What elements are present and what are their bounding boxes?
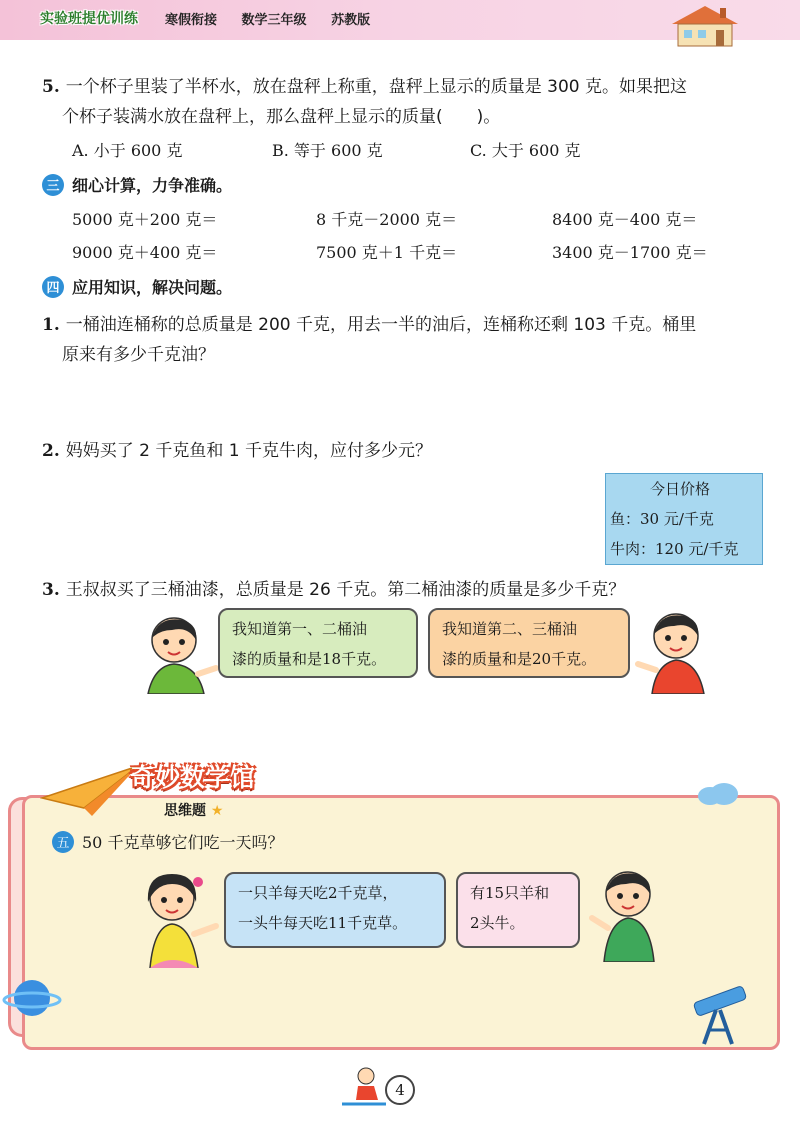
problem-1-line1 [42, 310, 696, 340]
problem-text: 一桶油连桶称的总质量是 200 千克，用去一半的油后，连桶称还剩 103 千克。桶里 [65, 315, 697, 335]
calc-item: 3400 克－1700 克＝ [552, 243, 708, 262]
question-5-line2: 个杯子装满水放在盘秤上，那么盘秤上显示的质量( )。 [62, 107, 501, 127]
problem-1-line2: 原来有多少千克油？ [62, 345, 215, 365]
problem-text: 王叔叔买了三桶油漆，总质量是 26 千克。第二桶油漆的质量是多少千克？ [65, 580, 626, 600]
problem-number: 3. [42, 580, 60, 600]
bubble-line: 2头牛。 [470, 914, 525, 932]
boy-illustration-right [632, 608, 712, 694]
section-title: 细心计算，力争准确。 [72, 176, 233, 195]
bubble-line: 我知道第二、三桶油 [442, 620, 578, 638]
speech-bubble-boy [456, 872, 580, 948]
problem-3 [42, 575, 625, 605]
bubble-line: 漆的质量和是20千克。 [442, 650, 597, 668]
problem-number: 1. [42, 315, 60, 335]
calc-item: 9000 克＋400 克＝ [72, 243, 218, 262]
telescope-icon [686, 980, 758, 1046]
tag-edition: 苏教版 [331, 13, 371, 28]
section-badge: 三 [42, 174, 64, 196]
tag-winter: 寒假衔接 [165, 13, 218, 28]
price-board [605, 473, 763, 565]
star-icon: ★ [210, 803, 224, 819]
option-c[interactable]: C. 大于 600 克 [470, 141, 581, 160]
calc-item: 8 千克－2000 克＝ [316, 210, 458, 229]
speech-bubble-left [218, 608, 418, 678]
section-badge: 四 [42, 276, 64, 298]
price-fish: 鱼：30 元/千克 [610, 510, 714, 528]
runner-mascot-icon [338, 1064, 390, 1108]
paper-plane-icon [40, 760, 140, 820]
boy-illustration-left [128, 612, 220, 694]
section-3-heading [42, 173, 232, 196]
bubble-line: 一只羊每天吃2千克草， [238, 884, 398, 902]
section-4-heading [42, 275, 232, 298]
problem-number: 2. [42, 441, 60, 461]
brand-subtitle [164, 800, 223, 820]
bubble-line: 我知道第一、二桶油 [232, 620, 368, 638]
calc-item: 5000 克＋200 克＝ [72, 210, 218, 229]
section-title: 应用知识，解决问题。 [72, 278, 233, 297]
series-title: 实验班提优训练 [40, 11, 138, 27]
girl-illustration [128, 868, 220, 968]
question-5-heading [52, 830, 283, 853]
brand-subtitle-text: 思维题 [164, 803, 206, 819]
bubble-line: 一头牛每天吃11千克草。 [238, 914, 408, 932]
option-b[interactable]: B. 等于 600 克 [272, 141, 383, 160]
header-band [0, 0, 800, 40]
speech-bubble-girl [224, 872, 446, 948]
question-number: 5. [42, 77, 60, 97]
calc-item: 8400 克－400 克＝ [552, 210, 698, 229]
problem-2 [42, 436, 432, 466]
header-tags [165, 9, 384, 28]
question-text: 50 千克草够它们吃一天吗？ [82, 833, 284, 852]
question-text: 一个杯子里装了半杯水，放在盘秤上称重，盘秤上显示的质量是 300 克。如果把这 [65, 77, 688, 97]
question-5-line1 [42, 72, 687, 102]
speech-bubble-right [428, 608, 630, 678]
option-a[interactable]: A. 小于 600 克 [72, 141, 183, 160]
price-beef: 牛肉：120 元/千克 [610, 540, 739, 558]
tag-grade: 数学三年级 [241, 13, 307, 28]
page-number: 4 [385, 1075, 415, 1105]
cloud-icon [694, 780, 740, 806]
price-title: 今日价格 [650, 480, 711, 498]
bubble-line: 有15只羊和 [470, 884, 550, 902]
planet-icon [2, 972, 62, 1022]
brand-title: 奇妙数学馆 [130, 763, 256, 792]
section-badge: 五 [52, 831, 74, 853]
problem-text: 妈妈买了 2 千克鱼和 1 千克牛肉，应付多少元？ [65, 441, 432, 461]
boy-illustration-panel [588, 866, 668, 962]
calc-item: 7500 克＋1 千克＝ [316, 243, 458, 262]
house-icon [668, 2, 742, 48]
bubble-line: 漆的质量和是18千克。 [232, 650, 387, 668]
